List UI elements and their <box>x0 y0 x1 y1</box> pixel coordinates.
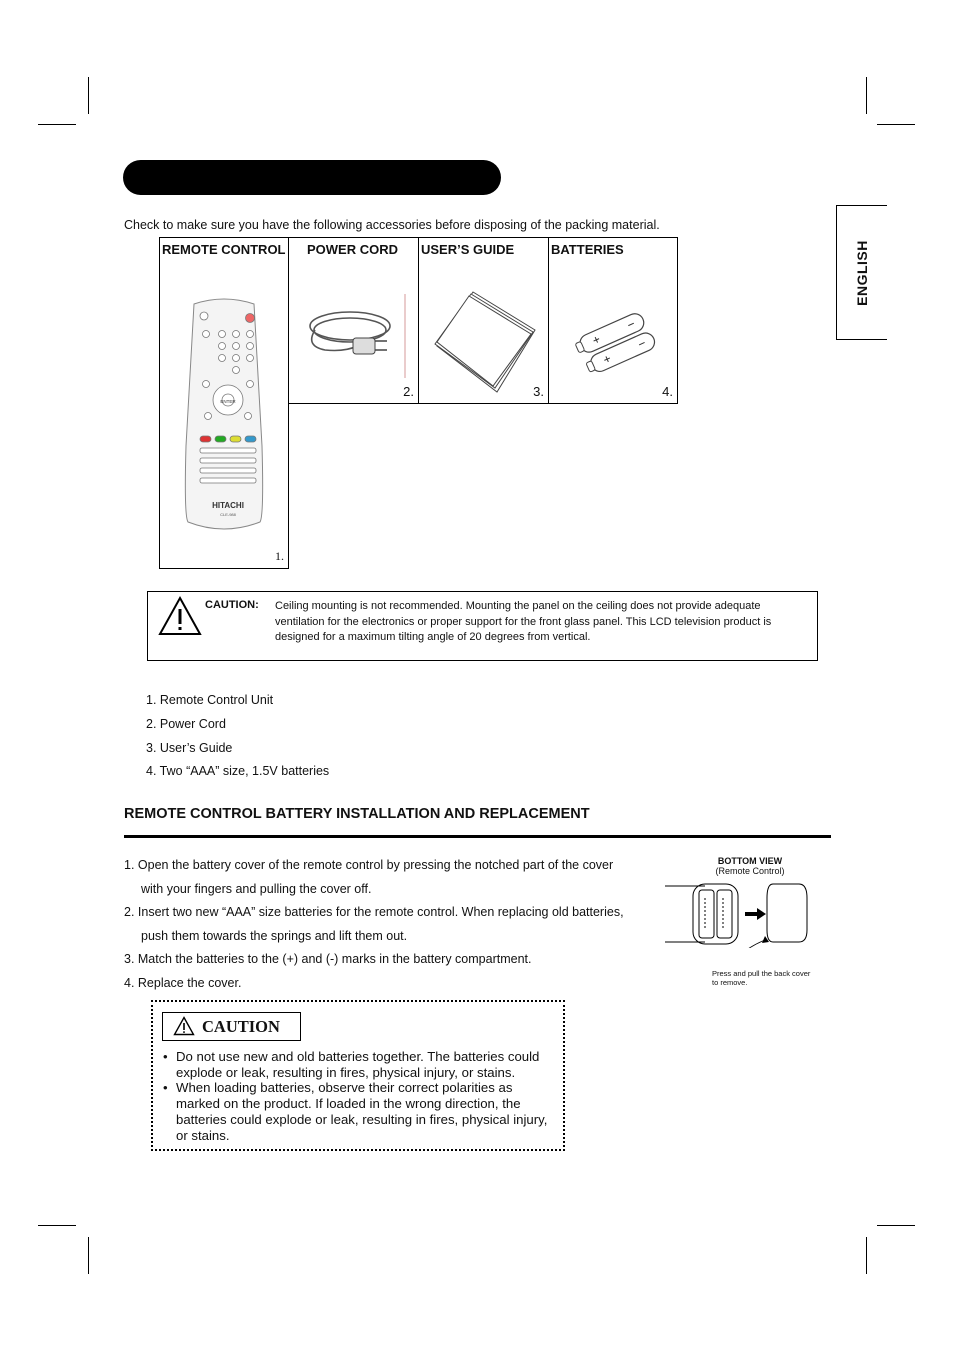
caution-text: Ceiling mounting is not recommended. Mounting the panel on the ceiling does not provide adequate ventilation for the electronics or proper support for the front glass panel. This LCD television product is designed for a maximum tilting angle of 20 degrees from vertical. <box>275 600 772 643</box>
bullet: • <box>163 1080 168 1096</box>
step-line: 3. Match the batteries to the (+) and (-) marks in the battery compartment. <box>124 952 532 967</box>
accessory-cell-power-cord <box>288 237 419 404</box>
bottom-view-title-line: BOTTOM VIEW <box>717 856 783 866</box>
users-guide-illustration <box>431 284 541 394</box>
caution-item-text: When loading batteries, observe their correct polarities as marked on the product. If loaded in the wrong direction, the batteries could explode or leak, resulting in fires, physical injury, or stains. <box>176 1080 548 1143</box>
accessory-title: POWER CORD <box>307 242 398 257</box>
caution-header <box>162 1012 301 1041</box>
section-title: REMOTE CONTROL BATTERY INSTALLATION AND REPLACEMENT <box>124 806 590 822</box>
crop-mark <box>877 1225 915 1226</box>
bullet: • <box>163 1049 168 1064</box>
bottom-view-title <box>700 856 800 876</box>
accessory-title: USER’S GUIDE <box>421 242 515 257</box>
accessory-cell-remote <box>159 237 289 569</box>
list-item: 1. Remote Control Unit <box>146 693 274 707</box>
caution-item-text: Do not use new and old batteries together. The batteries could explode or leak, resulting in fires, physical injury, or stains. <box>176 1049 540 1080</box>
step-line: 1. Open the battery cover of the remote control by pressing the notched part of the cover <box>124 858 614 872</box>
step-line: 2. Insert two new “AAA” size batteries for the remote control. When replacing old batteries, <box>124 905 624 920</box>
list-item <box>162 1049 558 1080</box>
installation-steps <box>124 854 664 996</box>
intro-text: Check to make sure you have the following accessories before disposing of the packing material. <box>124 218 660 232</box>
step-line: 4. Replace the cover. <box>124 975 242 990</box>
warning-icon <box>173 1016 195 1036</box>
crop-mark <box>38 1225 76 1226</box>
language-tab <box>836 205 887 340</box>
accessory-cell-batteries <box>548 237 678 404</box>
accessory-number: 2. <box>403 384 414 399</box>
caution-label: CAUTION: <box>205 599 259 611</box>
accessory-cell-users-guide <box>418 237 549 404</box>
list-item <box>162 1080 558 1143</box>
language-tab-label: ENGLISH <box>854 239 870 306</box>
crop-mark <box>38 124 76 125</box>
remote-brand-label: HITACHI <box>212 501 244 510</box>
list-item: 2. Power Cord <box>146 716 226 731</box>
list-item: 3. User’s Guide <box>146 740 233 755</box>
accessory-number: 3. <box>533 384 544 399</box>
caution-batteries-box <box>151 1000 565 1151</box>
crop-mark <box>88 1237 89 1274</box>
crop-mark <box>88 77 89 114</box>
bottom-view-note <box>712 969 810 987</box>
bottom-view-note-line: Press and pull the back cover <box>712 969 811 978</box>
crop-mark <box>866 1237 867 1274</box>
step-line: push them towards the springs and lift them out. <box>141 928 408 943</box>
section-divider <box>124 835 831 838</box>
power-cord-illustration <box>295 286 415 386</box>
batteries-illustration <box>569 304 669 384</box>
battery-compartment-diagram <box>665 878 815 948</box>
accessory-list <box>146 693 329 788</box>
caution-mounting-box <box>147 591 818 661</box>
crop-mark <box>877 124 915 125</box>
accessory-title: BATTERIES <box>551 242 624 257</box>
bottom-view-subtitle: (Remote Control) <box>715 866 785 876</box>
remote-control-illustration <box>160 296 288 536</box>
step-line: with your fingers and pulling the cover off. <box>141 881 372 896</box>
accessory-number: 1. <box>275 549 284 563</box>
bottom-view-note-line: to remove. <box>712 978 748 987</box>
caution-title: CAUTION <box>202 1017 280 1036</box>
crop-mark <box>866 77 867 114</box>
remote-model-label: CLE-988 <box>220 512 236 517</box>
caution-list <box>162 1049 558 1143</box>
accessory-title: REMOTE CONTROL <box>162 242 286 257</box>
section-header-bar <box>123 160 501 195</box>
remote-enter-label: ENTER <box>220 399 236 404</box>
accessory-number: 4. <box>662 384 673 399</box>
list-item: 4. Two “AAA” size, 1.5V batteries <box>146 764 330 779</box>
warning-icon <box>157 595 203 637</box>
